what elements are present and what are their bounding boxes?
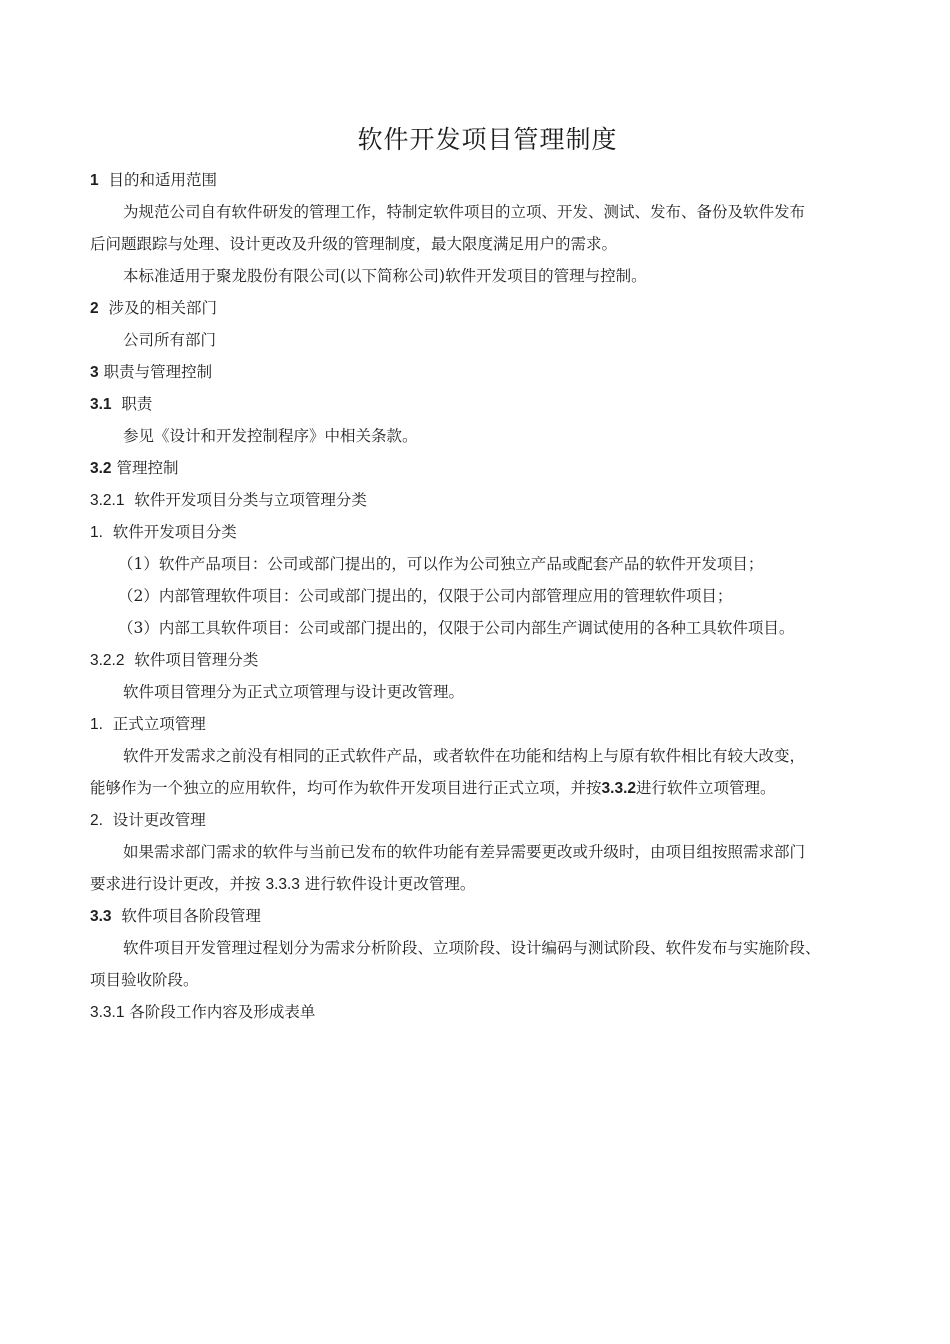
list-number: 1. <box>90 716 103 733</box>
section-3-1-heading <box>90 394 152 415</box>
section-3-2-2-heading <box>90 650 258 671</box>
list-title: 软件开发项目分类 <box>112 523 237 541</box>
list-item <box>118 554 763 574</box>
section-reference: 3.3.2 <box>601 780 636 797</box>
paragraph-line: 软件项目开发管理过程划分为需求分析阶段、立项阶段、设计编码与测试阶段、软件发布与实施阶段、 <box>123 939 821 957</box>
section-title: 职责与管理控制 <box>103 363 213 381</box>
section-number: 3.2 <box>90 460 112 477</box>
paragraph-line: 参见《设计和开发控制程序》中相关条款。 <box>123 427 418 445</box>
list-number: 1. <box>90 524 103 541</box>
section-title: 软件开发项目分类与立项管理分类 <box>134 491 367 509</box>
section-number: 3 <box>90 364 99 381</box>
section-1-heading <box>90 170 217 191</box>
section-title: 软件项目管理分类 <box>134 651 259 669</box>
paragraph-text: 能够作为一个独立的应用软件，均可作为软件开发项目进行正式立项，并按 <box>90 779 602 797</box>
section-3-2-heading <box>90 458 179 479</box>
list-title: 正式立项管理 <box>112 715 206 733</box>
section-title: 软件项目各阶段管理 <box>121 907 261 925</box>
paragraph-line: 软件开发需求之前没有相同的正式软件产品，或者软件在功能和结构上与原有软件相比有较大改变， <box>123 747 806 765</box>
paragraph-line: 为规范公司自有软件研发的管理工作，特制定软件项目的立项、开发、测试、发布、备份及软件发布 <box>123 203 806 221</box>
section-reference: 3.3.3 <box>265 876 300 893</box>
list-item <box>118 618 794 638</box>
paragraph-text: 进行软件立项管理。 <box>636 779 776 797</box>
paragraph-text: 进行软件设计更改管理。 <box>304 875 476 893</box>
section-title: 涉及的相关部门 <box>108 299 217 317</box>
document-title: 软件开发项目管理制度 <box>357 125 618 154</box>
section-title: 各阶段工作内容及形成表单 <box>129 1003 316 1021</box>
paragraph-line: 本标准适用于聚龙股份有限公司(以下简称公司)软件开发项目的管理与控制。 <box>123 267 647 285</box>
list-item-number: （2） <box>118 587 159 605</box>
section-number: 1 <box>90 172 99 189</box>
paragraph-line <box>90 778 776 799</box>
section-3-3-heading <box>90 906 261 927</box>
section-number: 3.3.1 <box>90 1004 125 1021</box>
section-number: 2 <box>90 300 99 317</box>
paragraph-text: 要求进行设计更改，并按 <box>90 875 261 893</box>
list-heading <box>90 714 206 735</box>
paragraph-line: 软件项目管理分为正式立项管理与设计更改管理。 <box>123 683 465 701</box>
section-title: 目的和适用范围 <box>108 171 217 189</box>
paragraph-line <box>90 874 475 895</box>
paragraph-line: 后问题跟踪与处理、设计更改及升级的管理制度，最大限度满足用户的需求。 <box>90 235 618 253</box>
list-heading <box>90 810 206 831</box>
section-number: 3.2.2 <box>90 652 125 669</box>
list-item-text: 软件产品项目：公司或部门提出的，可以作为公司独立产品或配套产品的软件开发项目； <box>158 555 764 573</box>
list-heading <box>90 522 237 543</box>
section-2-heading <box>90 298 217 319</box>
list-item-number: （3） <box>118 619 159 637</box>
section-number: 3.1 <box>90 396 112 413</box>
section-3-2-1-heading <box>90 490 367 511</box>
section-number: 3.3 <box>90 908 112 925</box>
paragraph-line: 公司所有部门 <box>123 331 217 349</box>
list-item-number: （1） <box>118 555 159 573</box>
paragraph-line: 项目验收阶段。 <box>90 971 199 989</box>
section-number: 3.2.1 <box>90 492 125 509</box>
list-item <box>118 586 732 606</box>
paragraph-line: 如果需求部门需求的软件与当前已发布的软件功能有差异需要更改或升级时，由项目组按照需求部门 <box>123 843 806 861</box>
section-3-heading <box>90 362 212 383</box>
list-item-text: 内部管理软件项目：公司或部门提出的，仅限于公司内部管理应用的管理软件项目； <box>158 587 733 605</box>
list-title: 设计更改管理 <box>112 811 206 829</box>
section-title: 职责 <box>121 395 153 413</box>
list-item-text: 内部工具软件项目：公司或部门提出的，仅限于公司内部生产调试使用的各种工具软件项目。 <box>158 619 795 637</box>
section-3-3-1-heading <box>90 1002 315 1023</box>
section-title: 管理控制 <box>116 459 179 477</box>
list-number: 2. <box>90 812 103 829</box>
